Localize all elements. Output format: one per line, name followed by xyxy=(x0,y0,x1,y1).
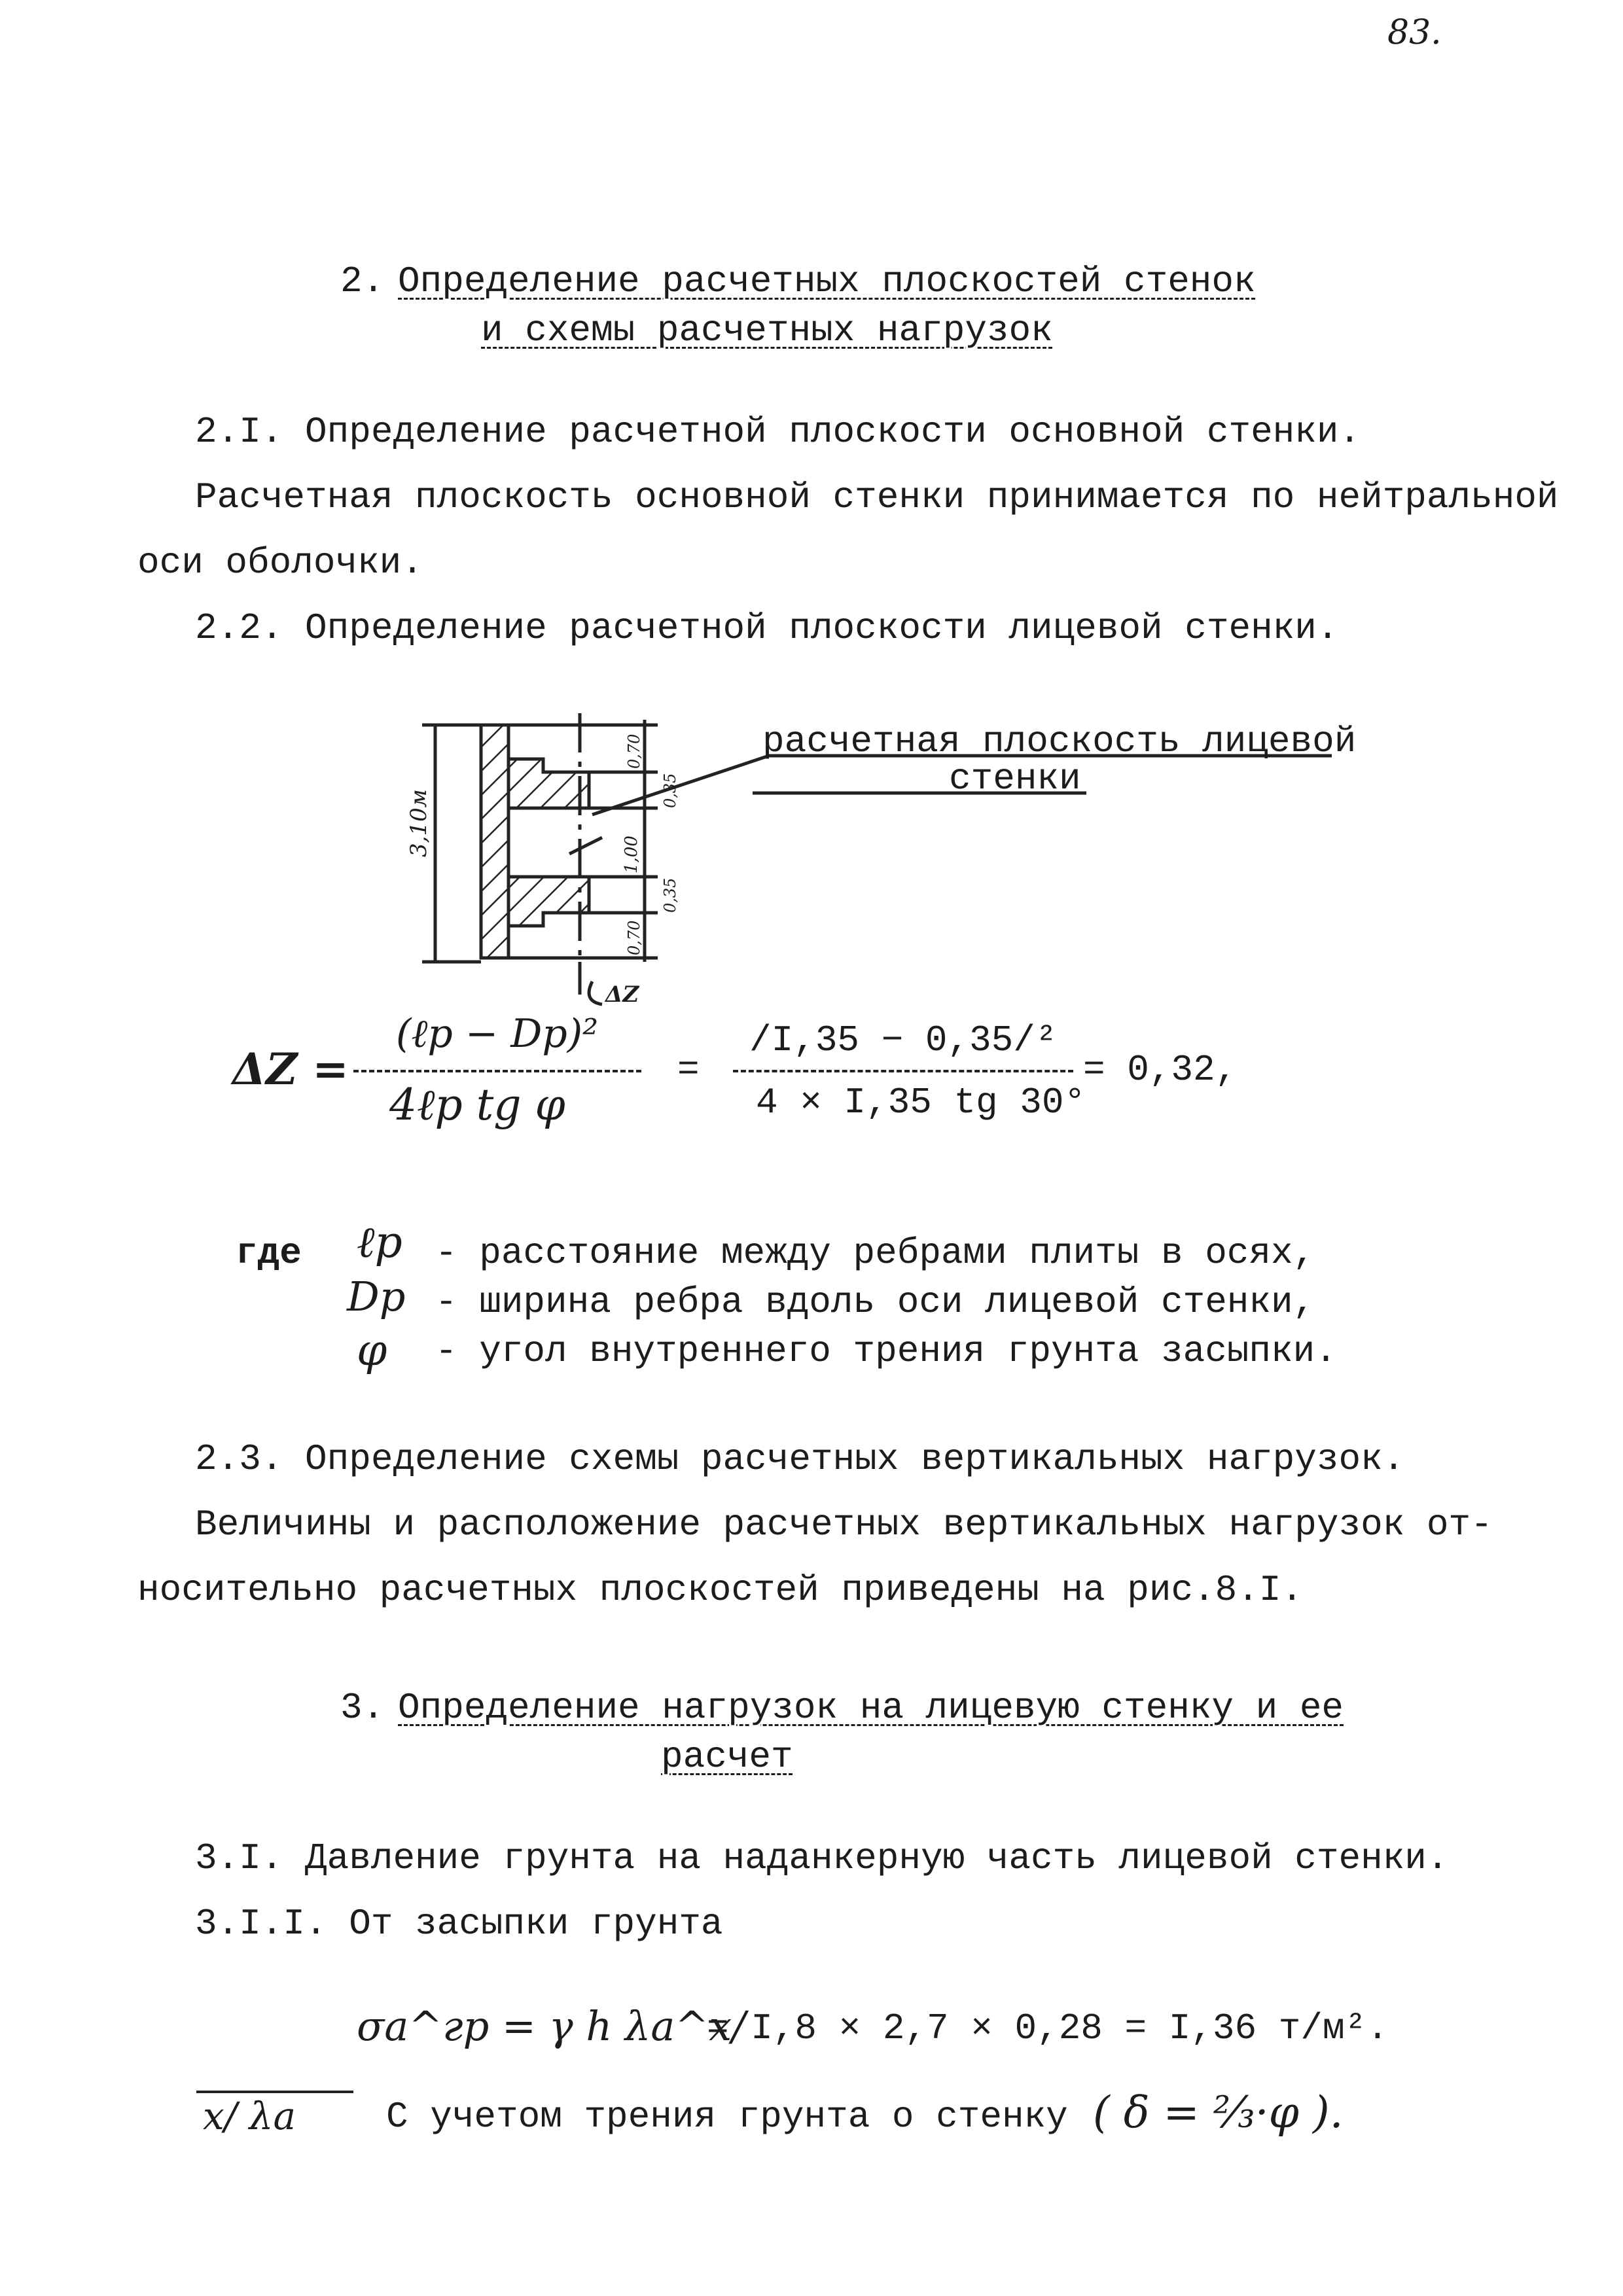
formula-dz-result: = 0,32, xyxy=(1083,1049,1238,1091)
def-symbol-phi: φ xyxy=(357,1325,387,1375)
footnote-overline xyxy=(196,2091,353,2093)
dim-upper-small-label: 0,35 xyxy=(661,773,679,808)
section-3-title-line1: Определение нагрузок на лицевую стенку и ее xyxy=(398,1687,1344,1729)
formula-dz-den-numeric: 4 × I,35 tg 30° xyxy=(756,1082,1086,1123)
dim-top-label: 0,70 xyxy=(625,733,643,769)
formula-dz-den-symbolic: 4ℓp tg φ xyxy=(389,1080,565,1130)
formula-sigma-rhs: = I,8 × 2,7 × 0,28 = I,36 т/м². xyxy=(707,2007,1389,2049)
formula-dz-fraction-bar-1 xyxy=(353,1070,641,1072)
def-symbol-lp: ℓp xyxy=(357,1217,402,1267)
def-symbol-dp: Dp xyxy=(347,1273,406,1320)
formula-dz-fraction-bar-2 xyxy=(733,1070,1073,1072)
where-word: где xyxy=(236,1232,302,1274)
p21-text-line1: Расчетная плоскость основной стенки принимается по нейтральной xyxy=(195,476,1559,518)
formula-dz-num-symbolic: (ℓp − Dp)² xyxy=(396,1011,599,1057)
dim-mid-label: 1,00 xyxy=(622,836,641,874)
def-text-lp: - расстояние между ребрами плиты в осях, xyxy=(435,1232,1315,1274)
p31-heading: 3.I. Давление грунта на наданкерную часть лицевой стенки. xyxy=(195,1837,1449,1879)
p23-text-line1: Величины и расположение расчетных вертикальных нагрузок от- xyxy=(195,1504,1493,1545)
def-text-phi: - угол внутреннего трения грунта засыпки. xyxy=(435,1330,1337,1372)
p31-sub: 3.I.I. От засыпки грунта xyxy=(195,1903,723,1945)
p22-heading: 2.2. Определение расчетной плоскости лицевой стенки. xyxy=(195,607,1339,649)
footnote-mark: x/ λa xyxy=(203,2094,296,2138)
p21-text-line2: оси оболочки. xyxy=(137,542,423,584)
footnote-text: С учетом трения грунта о стенку xyxy=(386,2096,1068,2138)
section-3-title-line2: расчет xyxy=(661,1736,793,1778)
section-2-title-line2: и схемы расчетных нагрузок xyxy=(481,309,1053,351)
formula-dz-num-numeric: /I,35 − 0,35/² xyxy=(749,1019,1058,1061)
p23-text-line2: носительно расчетных плоскостей приведены на рис.8.I. xyxy=(137,1569,1304,1611)
callout-text: расчетная плоскость лицевой xyxy=(762,720,1357,762)
dim-bottom-label: 0,70 xyxy=(625,920,643,955)
section-2-number: 2. xyxy=(340,260,385,302)
section-3-number: 3. xyxy=(340,1687,385,1729)
formula-dz-lhs: ΔZ = xyxy=(232,1044,349,1095)
dim-total-label: 3,10м xyxy=(406,789,432,857)
footnote-formula: ( δ = ⅔·φ ). xyxy=(1093,2087,1344,2138)
p23-heading: 2.3. Определение схемы расчетных вертикальных нагрузок. xyxy=(195,1438,1405,1480)
section-2-title-line1: Определение расчетных плоскостей стенок xyxy=(398,260,1256,302)
dz-label: ΔZ xyxy=(605,981,639,1008)
formula-dz-eq1: = xyxy=(677,1049,700,1091)
formula-sigma-lhs: σa^гр = γ h λa^x/ xyxy=(357,2002,746,2050)
p21-heading: 2.I. Определение расчетной плоскости основной стенки. xyxy=(195,411,1361,453)
callout-text-line2: стенки xyxy=(949,758,1081,800)
def-text-dp: - ширина ребра вдоль оси лицевой стенки, xyxy=(435,1281,1315,1323)
page-number: 83. xyxy=(1387,13,1442,52)
dim-lower-small-label: 0,35 xyxy=(661,877,679,913)
